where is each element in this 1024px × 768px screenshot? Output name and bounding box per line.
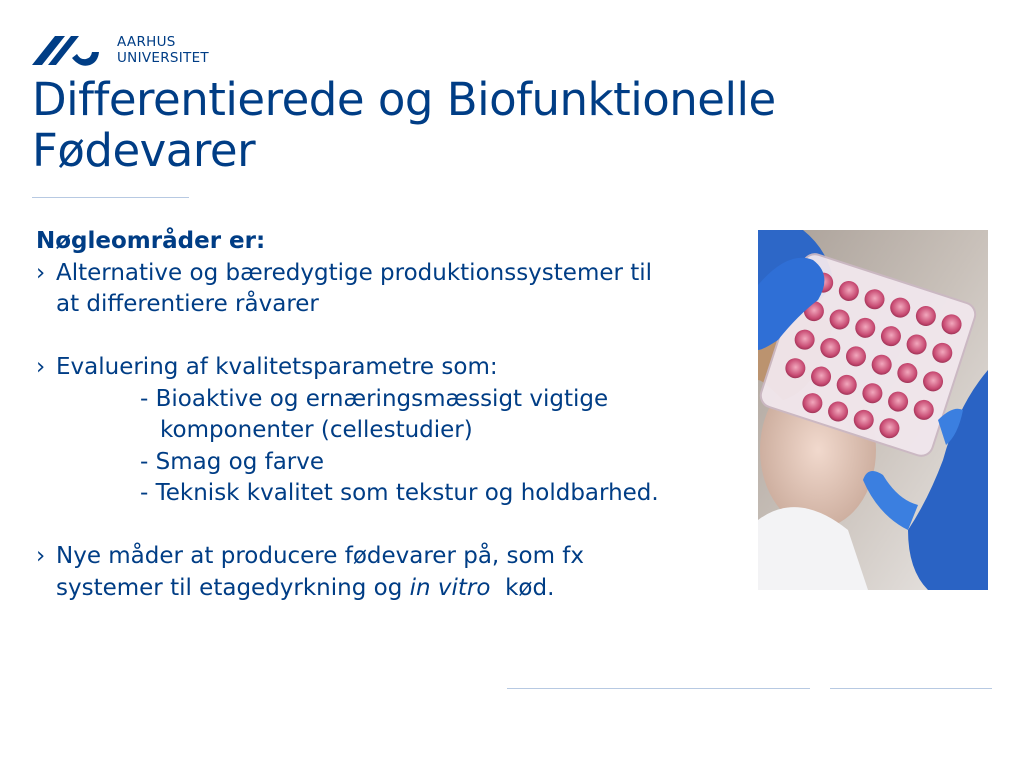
sub-item-1-line-2: komponenter (cellestudier) <box>160 417 473 443</box>
body-heading: Nøgleområder er: <box>36 228 266 254</box>
bullet-3-text-before: systemer til etagedyrkning og <box>56 574 410 601</box>
bullet-item-1 <box>36 258 736 321</box>
university-logo <box>32 30 212 70</box>
bullet-item-2 <box>36 352 736 384</box>
bullet-2-line-1: Evaluering af kvalitetsparametre som: <box>56 354 498 380</box>
spacer <box>36 321 736 353</box>
bullet-3-text-after: kød. <box>490 574 555 601</box>
sub-item-2: - Smag og farve <box>140 448 325 475</box>
title-line-2: Fødevarer <box>32 124 256 177</box>
title-divider <box>32 197 189 198</box>
slide-body <box>36 226 736 604</box>
logo-line-1: AARHUS <box>117 34 176 50</box>
sub-item-1-line-1: - Bioaktive og ernæringsmæssigt vigtige <box>140 385 609 412</box>
logo-line-2: UNIVERSITET <box>117 50 209 66</box>
chevron-right-icon: › <box>36 259 46 286</box>
footer-divider-left <box>507 688 810 689</box>
bullet-1-line-1: Alternative og bæredygtige produktionssystemer til <box>56 259 653 286</box>
bullet-3-line-1: Nye måder at producere fødevarer på, som fx <box>56 543 585 569</box>
sub-item-3: - Teknisk kvalitet som tekstur og holdbarhed. <box>140 480 659 506</box>
title-line-1: Differentierede og Biofunktionelle <box>32 73 776 126</box>
bullet-item-3 <box>36 541 736 604</box>
logo-wordmark <box>117 34 209 66</box>
spacer <box>36 510 736 542</box>
footer-divider-right <box>830 688 992 689</box>
lab-photo <box>758 230 988 590</box>
bullet-3-line-2 <box>56 573 736 605</box>
lab-culture-plate-photo-icon <box>758 230 988 590</box>
slide-title <box>32 74 832 176</box>
chevron-right-icon: › <box>36 354 46 380</box>
bullet-1-line-2: at differentiere råvarer <box>56 291 319 317</box>
chevron-right-icon: › <box>36 543 46 569</box>
bullet-3-italic-text: in vitro <box>409 574 491 601</box>
au-logo-icon <box>32 32 102 66</box>
